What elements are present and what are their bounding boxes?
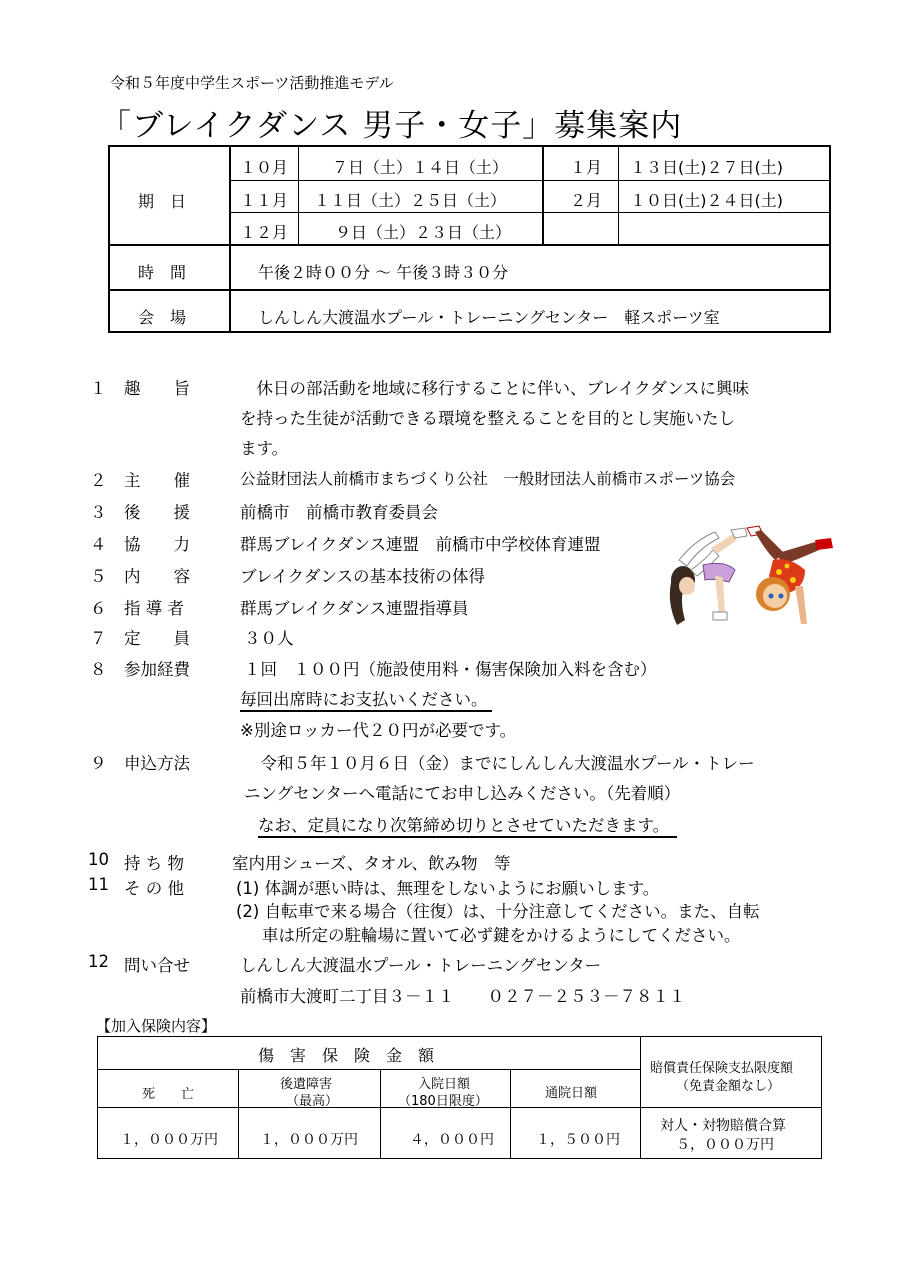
schedule-table <box>108 145 831 333</box>
schedule-dates: １１日（土）２５日（土） <box>314 191 507 210</box>
item-number: １ <box>90 379 107 398</box>
breakdancers-illustration <box>655 520 840 635</box>
item-number: ６ <box>90 599 107 618</box>
item-text: を持った生徒が活動できる環境を整えることを目的とし実施いたし <box>240 409 735 428</box>
insurance-col-disability-note: （最高） <box>286 1094 339 1109</box>
item-text: 群馬ブレイクダンス連盟指導員 <box>240 599 469 618</box>
insurance-group-title: 傷 害 保 険 金 額 <box>258 1046 435 1065</box>
item-label: 内 容 <box>124 567 190 586</box>
item-number: 12 <box>88 952 109 971</box>
item-text: 令和５年１０月６日（金）までにしんしん大渡温水プール・トレー <box>244 754 755 773</box>
schedule-month: １月 <box>570 158 603 177</box>
girl-dancer-figure <box>670 528 747 625</box>
insurance-val-liability: ５，０００万円 <box>676 1137 774 1153</box>
insurance-val-liability-label: 対人・対物賠償合算 <box>660 1118 786 1134</box>
item-number: ９ <box>90 754 107 773</box>
insurance-val-death: １，０００万円 <box>120 1132 218 1148</box>
item-number: ４ <box>90 535 107 554</box>
item-label: 指 導 者 <box>124 599 184 618</box>
insurance-col-disability: 後遺障害 <box>280 1077 333 1092</box>
item-label: 申込方法 <box>124 754 190 773</box>
schedule-dates: １０日(土)２４日(土) <box>630 191 783 210</box>
item-label: 趣 旨 <box>124 379 190 398</box>
schedule-month: １１月 <box>240 191 289 210</box>
item-text: ニングセンターへ電話にてお申し込みください。（先着順） <box>244 784 681 803</box>
item-text: ブレイクダンスの基本技術の体得 <box>240 567 486 586</box>
item-text: ます。 <box>240 439 289 458</box>
item-text: ３０人 <box>244 629 294 648</box>
insurance-col-liability-note: （免責金額なし） <box>676 1079 781 1094</box>
insurance-table <box>97 1036 822 1159</box>
item-text: 前橋市大渡町二丁目３－１１ ０２７－２５３－７８１１ <box>240 987 686 1006</box>
insurance-val-hospital: ４，０００円 <box>410 1132 494 1148</box>
item-text: 室内用シューズ、タオル、飲み物 等 <box>232 854 511 873</box>
item-label: 定 員 <box>124 629 190 648</box>
insurance-col-hospital-note: （180日限度） <box>398 1094 488 1109</box>
item-text: １回 １００円（施設使用料・傷害保険加入料を含む） <box>244 660 657 679</box>
item-label: 主 催 <box>124 471 190 490</box>
item-text: しんしん大渡温水プール・トレーニングセンター <box>240 956 602 975</box>
insurance-col-hospital: 入院日額 <box>418 1077 471 1092</box>
insurance-col-outpatient: 通院日額 <box>545 1086 598 1101</box>
schedule-month: １２月 <box>240 223 289 242</box>
item-text: (1) 体調が悪い時は、無理をしないようにお願いします。 <box>236 879 660 898</box>
schedule-dates: ７日（土）１４日（土） <box>332 158 509 177</box>
item-text: (2) 自転車で来る場合（往復）は、十分注意してください。また、自転 <box>236 902 760 921</box>
item-text: 群馬ブレイクダンス連盟 前橋市中学校体育連盟 <box>240 535 601 554</box>
insurance-val-outpatient: １，５００円 <box>536 1132 620 1148</box>
venue-label: 会 場 <box>138 308 187 327</box>
item-label: 問い合せ <box>124 956 190 975</box>
subtitle: 令和５年度中学生スポーツ活動推進モデル <box>110 74 394 92</box>
item-text: ※別途ロッカー代２０円が必要です。 <box>240 721 517 740</box>
item-number: 10 <box>88 850 109 869</box>
item-number: ３ <box>90 503 107 522</box>
period-label: 期 日 <box>138 192 187 211</box>
item-number: ８ <box>90 660 107 679</box>
item-text: 車は所定の駐輪場に置いて必ず鍵をかけるようにしてください。 <box>262 926 741 945</box>
item-label: 後 援 <box>124 503 190 522</box>
item-text-underlined: なお、定員になり次第締め切りとさせていただきます。 <box>258 812 677 838</box>
item-text: 前橋市 前橋市教育委員会 <box>240 503 438 522</box>
venue-value: しんしん大渡温水プール・トレーニングセンター 軽スポーツ室 <box>258 308 720 327</box>
item-label: 持 ち 物 <box>124 854 184 873</box>
item-text-underlined: 毎回出席時にお支払いください。 <box>240 686 492 712</box>
insurance-heading: 【加入保険内容】 <box>96 1017 217 1035</box>
schedule-month: １０月 <box>240 158 289 177</box>
item-label: そ の 他 <box>124 879 184 898</box>
schedule-month: ２月 <box>570 191 603 210</box>
page-title: 「ブレイクダンス 男子・女子」募集案内 <box>100 108 683 144</box>
time-value: 午後２時００分 ～ 午後３時３０分 <box>258 263 509 282</box>
item-label: 参加経費 <box>124 660 190 679</box>
boy-dancer-figure <box>747 526 833 624</box>
insurance-val-disability: １，０００万円 <box>260 1132 358 1148</box>
item-number: 11 <box>88 875 109 894</box>
item-number: ２ <box>90 471 107 490</box>
time-label: 時 間 <box>138 263 187 282</box>
insurance-col-liability: 賠償責任保険支払限度額 <box>650 1061 794 1076</box>
schedule-dates: １３日(土)２７日(土) <box>630 158 783 177</box>
item-text: 休日の部活動を地域に移行することに伴い、ブレイクダンスに興味 <box>240 379 750 398</box>
insurance-col-death: 死 亡 <box>142 1087 195 1102</box>
item-text: 公益財団法人前橋市まちづくり公社 一般財団法人前橋市スポーツ協会 <box>240 470 736 488</box>
item-number: ５ <box>90 567 107 586</box>
schedule-dates: ９日（土）２３日（土） <box>335 223 512 242</box>
item-number: ７ <box>90 629 107 648</box>
item-label: 協 力 <box>124 535 190 554</box>
